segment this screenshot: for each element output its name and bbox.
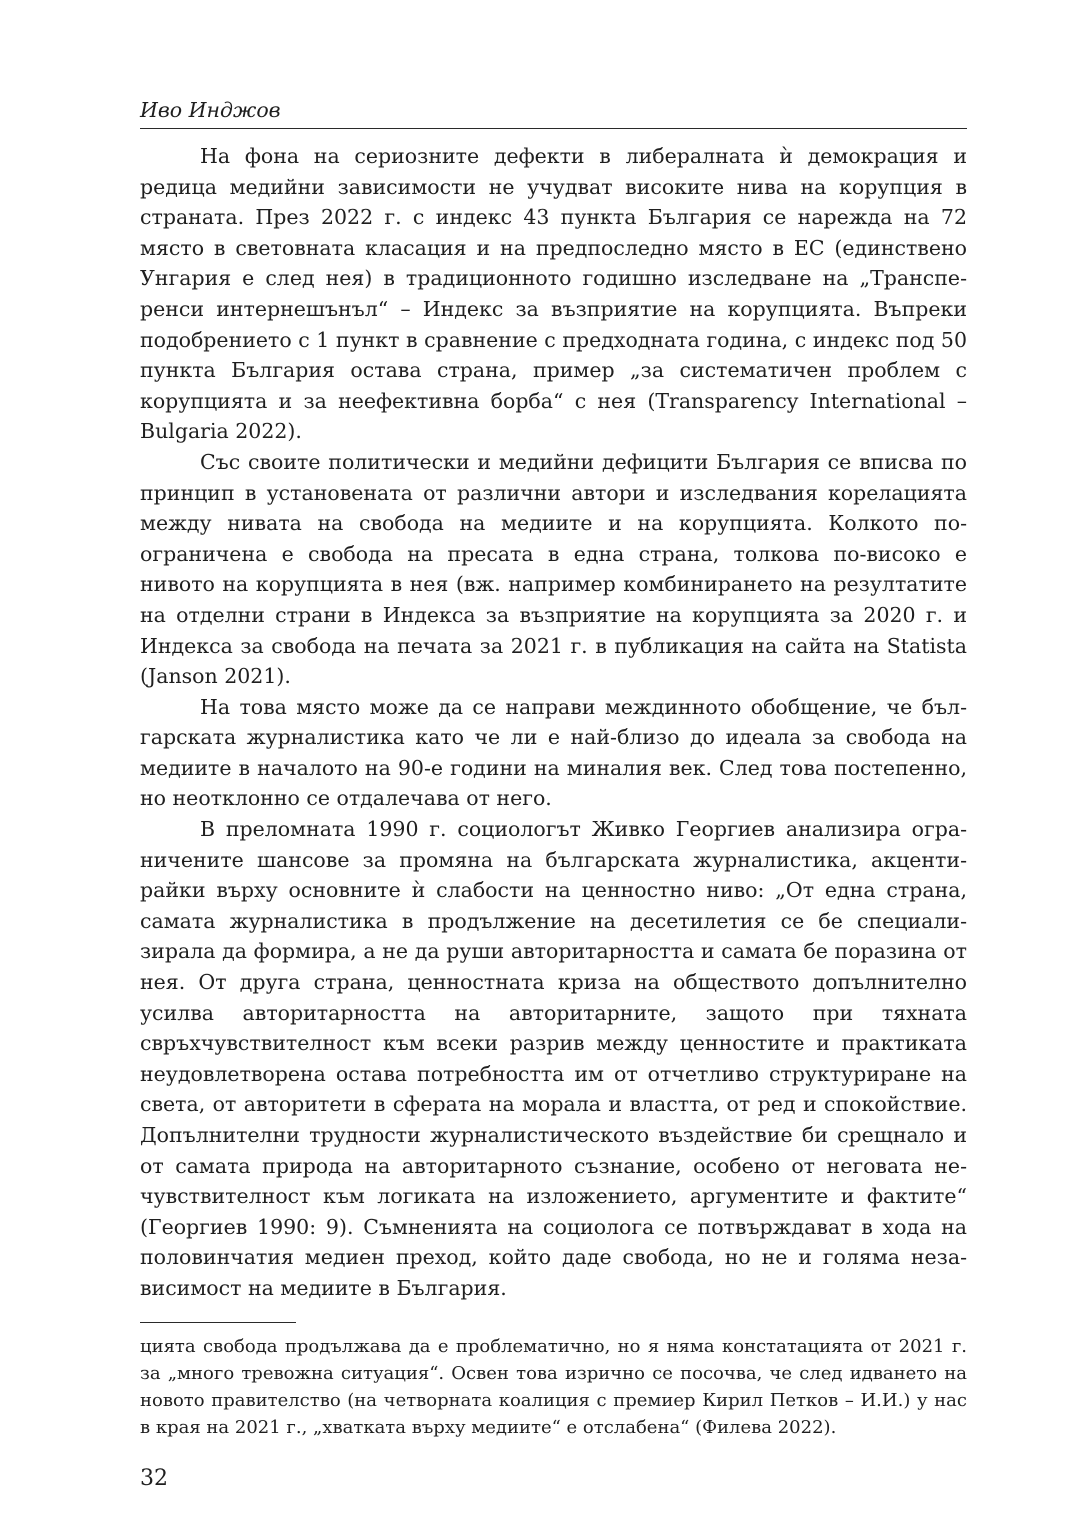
paragraph-3: На това място може да се направи междинното обобщение, че българската журналистика като че ли е най-близо до идеала за свобода на медиите в началото на 90-е години на миналия век. След това постепенно, но неотклонно се отдалечава от него. <box>140 694 967 811</box>
footnote-text: цията свобода продължава да е проблематично, но я няма констатацията от 2021 г. за „много тревожна ситуация“. Освен това изрично се посочва, че след идването на новото правителство (на четворната коалиция с премиер Кирил Петков – И.И.) у нас в края на 2021 г., „хватката върху медиите“ е отслабена“ (Филева 2022). <box>140 1335 967 1438</box>
footnote-divider <box>140 1322 296 1323</box>
running-head: Иво Инджов <box>140 96 967 129</box>
paragraph-1: На фона на сериозните дефекти в либералната ѝ демокрация и редица медийни зависимости не учудват високите нива на корупция в страната. През 2022 г. с индекс 43 пункта България се нарежда на 72 място в световната класация и на предпоследно място в ЕС (единствено Унгария е след нея) в традиционното годишно изследване на „Трансперенси интернешънъл“ – Индекс за възприятие на корупцията. Въпреки подобрението с 1 пункт в сравнение с предходната година, с индекс под 50 пункта България остава страна, пример „за систематичен проблем с корупцията и за неефективна борба“ с нея (Transparency International – Bulgaria 2022). <box>140 144 967 444</box>
paragraph-4: В преломната 1990 г. социологът Живко Георгиев анализира ограничените шансове за промяна на българската журналистика, акцентирайки върху основните ѝ слабости на ценностно ниво: „От една страна, самата журналистика в продължение на десетилетия се бе специализирала да формира, а не да руши авторитарността и самата бе поразина от нея. От друга страна, ценностната криза на обществото допълнително усилва авторитарността на авторитарните, защото при тяхната свръхчувствителност към всеки разрив между ценностите и практиката неудовлетворена остава потребността им от отчетливо структуриране на света, от авторитети в сферата на морала и властта, от ред и спокойствие. Допълнителни трудности журналистическото въздействие би срещнало и от самата природа на авторитарното съзнание, особено от неговата нечувствителност към логиката на изложението, аргументите и фактите“ (Георгиев 1990: 9). Съмненията на социолога се потвърждават в хода на половинчатия медиен преход, който даде свобода, но не и голяма независимост на медиите в България. <box>140 817 967 1300</box>
page <box>140 96 967 1441</box>
paragraph-2: Със своите политически и медийни дефицити България се вписва по принцип в установената от различни автори и изследвания корелацията между нивата на свобода на медиите и на корупцията. Колкото по-ограничена е свобода на пресата в една страна, толкова по-високо е нивото на корупцията в нея (вж. например комбинирането на резултатите на отделни страни в Индекса за възприятие на корупцията за 2020 г. и Индекса за свобода на печата за 2021 г. в публикация на сайта на Statista (Janson 2021). <box>140 449 967 689</box>
body-text <box>140 141 967 1304</box>
footnote <box>140 1333 967 1441</box>
page-number: 32 <box>140 1466 168 1491</box>
